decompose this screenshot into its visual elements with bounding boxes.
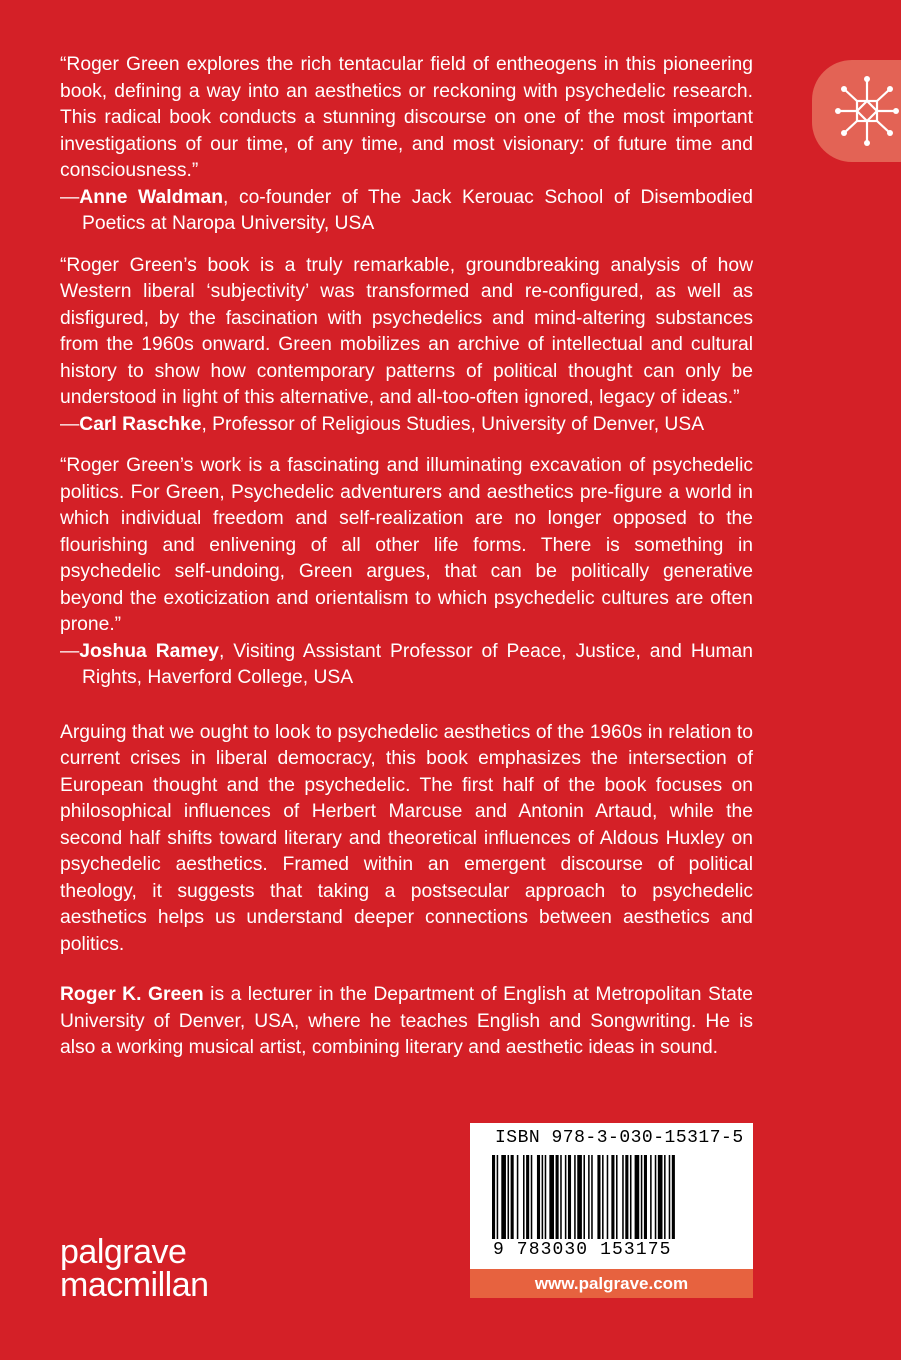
endorsement-quote bbox=[60, 52, 753, 238]
quote-affiliation: , Visiting Assistant Professor of Peace, Justice, and Human Rights, Haverford College, USA bbox=[82, 640, 753, 688]
quote-text: “Roger Green explores the rich tentacular field of entheogens in this pioneering book, defining a way into an aesthetics or reckoning with psychedelic research. This radical book conducts a stunning discourse on one of the most important investigations of our time, of any time, and most visionary: of future time and consciousness.” bbox=[60, 54, 753, 181]
isbn-label: ISBN 978-3-030-15317-5 bbox=[495, 1128, 744, 1148]
palgrave-logo-badge bbox=[812, 60, 901, 162]
quote-affiliation: , co-founder of The Jack Kerouac School of Disembodied Poetics at Naropa University, USA bbox=[82, 186, 753, 234]
attribution-dash: — bbox=[60, 640, 80, 662]
quote-affiliation: , Professor of Religious Studies, University of Denver, USA bbox=[201, 413, 705, 435]
book-description: Arguing that we ought to look to psychedelic aesthetics of the 1960s in relation to current crises in liberal democracy, this book emphasizes the intersection of European thought and the psychedelic. The first half of the book focuses on philosophical influences of Herbert Marcuse and Antonin Artaud, while the second half shifts toward literary and theoretical influences of Aldous Huxley on psychedelic aesthetics. Framed within an emergent discourse of political theology, it suggests that taking a postsecular approach to psychedelic aesthetics helps us understand deeper connections between aesthetics and politics. bbox=[60, 721, 753, 955]
endorsement-quote bbox=[60, 253, 753, 439]
network-star-icon bbox=[834, 75, 900, 147]
quote-attribution bbox=[60, 185, 753, 238]
attribution-dash: — bbox=[60, 413, 80, 435]
publisher-name-line1: palgrave bbox=[60, 1233, 187, 1271]
author-bio-text: is a lecturer in the Department of English at Metropolitan State University of Denver, USA, where he teaches English and Songwriting. He is also a working musical artist, combining literary and aesthetic ideas in sound. bbox=[60, 984, 753, 1058]
publisher-name-line2: macmillan bbox=[60, 1266, 209, 1304]
attribution-dash: — bbox=[60, 186, 80, 208]
quote-author: Joshua Ramey bbox=[79, 640, 219, 662]
back-cover-text bbox=[60, 52, 753, 1062]
quote-text: “Roger Green’s book is a truly remarkable, groundbreaking analysis of how Western liberal ‘subjectivity’ was transformed and re-configured, as well as disfigured, by the fascination with psychedelics and mind-altering substances from the 1960s onward. Green mobilizes an archive of intellectual and cultural history to show how contemporary patterns of political thought can only be understood in light of this alternative, and all-too-often ignored, legacy of ideas.” bbox=[60, 254, 753, 408]
publisher-logo bbox=[60, 1233, 209, 1304]
isbn-barcode-box bbox=[470, 1123, 753, 1269]
endorsement-quote bbox=[60, 453, 753, 692]
barcode-icon bbox=[492, 1155, 732, 1239]
quote-author: Anne Waldman bbox=[79, 186, 224, 208]
barcode-digits: 9 783030 153175 bbox=[493, 1240, 672, 1260]
publisher-url: www.palgrave.com bbox=[470, 1269, 753, 1298]
quote-attribution bbox=[60, 639, 753, 692]
quote-text: “Roger Green’s work is a fascinating and illuminating excavation of psychedelic politics. For Green, Psychedelic adventurers and aesthetics pre-figure a world in which individual freedom and self-realization are no longer opposed to the flourishing and enlivening of all other life forms. There is something in psychedelic self-undoing, Green argues, that can be politically generative beyond the exoticization and orientalism to which psychedelic cultures are often prone.” bbox=[60, 455, 753, 635]
author-name: Roger K. Green bbox=[60, 984, 204, 1005]
quote-attribution bbox=[60, 412, 753, 439]
author-bio bbox=[60, 982, 753, 1062]
quote-author: Carl Raschke bbox=[79, 413, 202, 435]
